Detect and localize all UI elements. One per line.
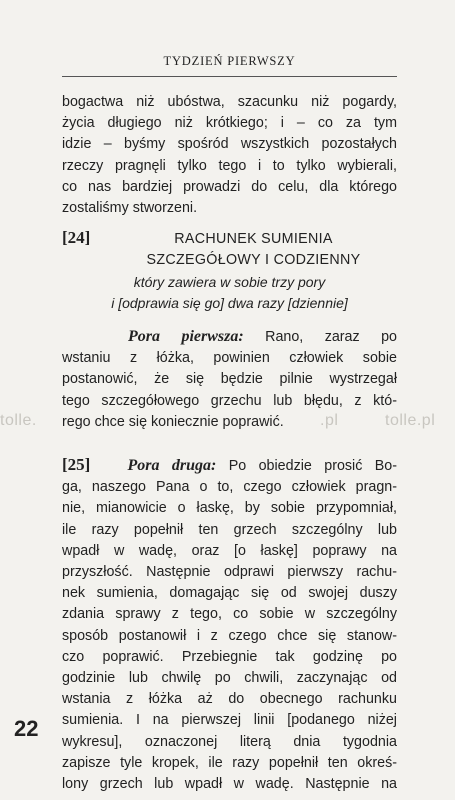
text-line: idzie – byśmy spośród wszystkich pozostałych <box>62 136 397 153</box>
section-title <box>110 229 397 271</box>
header-rule <box>62 76 397 77</box>
text-line <box>62 454 397 477</box>
text-line: ga, naszego Pana o to, czego człowiek pragn- <box>62 479 397 496</box>
text-line: co nas bardziej prowadzi do celu, dla którego <box>62 178 397 195</box>
text-line: rzeczy pragnęli tylko tego i to tylko wybierali, <box>62 157 397 174</box>
paragraph-pora-druga <box>62 454 397 795</box>
text-line: życia długiego niż krótkiego; i – co za tym <box>62 115 397 132</box>
text-fragment: Po obiedzie prosić Bo- <box>216 458 398 474</box>
section-title-line: SZCZEGÓŁOWY I CODZIENNY <box>146 252 361 268</box>
text-line: zapisze tyle kropek, ile razy popełnił ten okreś- <box>62 754 397 771</box>
paragraph-pora-pierwsza <box>62 326 397 433</box>
text-line: rego chce się koniecznie poprawić. <box>62 413 284 430</box>
text-line: tego szczegółowego grzechu lub błędu, z któ- <box>62 392 397 409</box>
text-line: wstaniu z łóżka, powinien człowiek sobie <box>62 350 397 367</box>
text-line: wstania z łóżka aż do obecnego rachunku <box>62 691 397 708</box>
text-line: wykresu], oznaczonej literą dnia tygodnia <box>62 733 397 750</box>
section-title-line: RACHUNEK SUMIENIA <box>174 231 333 247</box>
text-line: przyszłość. Następnie odprawi pierwszy rachu- <box>62 564 397 581</box>
text-line: godzinie lub chwilę po chwili, zaczynając od <box>62 670 397 687</box>
text-line: sumienia. I na pierwszej linii [podanego niżej <box>62 712 397 729</box>
running-header: TYDZIEŃ PIERWSZY <box>163 54 296 68</box>
page-number: 22 <box>14 716 39 741</box>
text-line: lony grzech lub wpadł w wadę. Następnie na <box>62 776 397 793</box>
text-line: wpadł w wadę, oraz [o łaskę] poprawy na <box>62 542 397 559</box>
watermark-left: tolle. <box>0 412 37 429</box>
text-line: czo poprawić. Przebiegnie tak godzinę po <box>62 648 397 665</box>
text-line: zostaliśmy stworzeni. <box>62 200 198 217</box>
section-number-24: [24] <box>62 228 91 247</box>
paragraph-continuation <box>62 92 397 219</box>
lead-phrase: Pora druga: <box>127 457 217 474</box>
text-line: zdania sprawy z tego, co sobie w szczególny <box>62 606 397 623</box>
lead-phrase: Pora pierwsza: <box>128 328 244 345</box>
subtitle-line: i [odprawia się go] dwa razy [dziennie] <box>111 295 348 311</box>
section-subtitle <box>62 272 397 314</box>
text-line: bogactwa niż ubóstwa, szacunku niż pogardy, <box>62 94 397 110</box>
section-number-25: [25] <box>62 455 91 474</box>
text-line: ile razy popełnił ten grzech szczególny lub <box>62 521 397 538</box>
text-line <box>62 326 397 348</box>
text-line: sposób postanowił i z czego chce się stanow- <box>62 627 397 644</box>
text-line: nek sumienia, domagając się od swojej duszy <box>62 585 397 602</box>
watermark-right: tolle.pl <box>385 412 436 429</box>
text-fragment: Rano, zaraz po <box>243 329 397 345</box>
text-line: nie, mianowicie o łaskę, by sobie przypomniał, <box>62 500 397 517</box>
subtitle-line: który zawiera w sobie trzy pory <box>133 274 326 290</box>
watermark-mid: .pl <box>320 412 339 429</box>
text-line: postanowić, że się będzie pilnie wystrzegał <box>62 371 397 388</box>
